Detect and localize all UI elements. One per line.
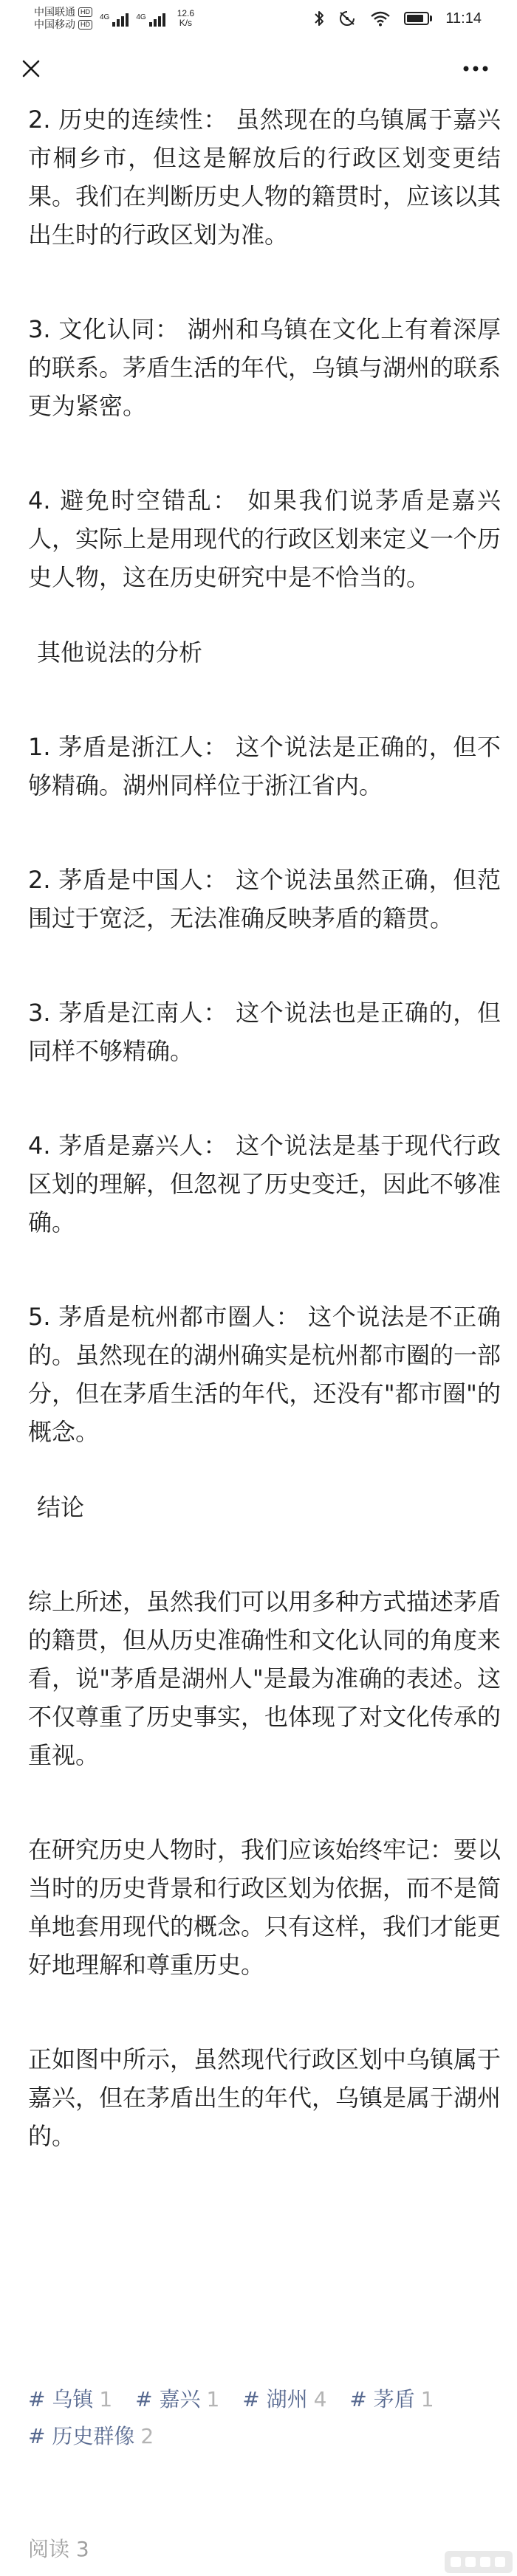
signal-bar	[117, 19, 120, 27]
wifi-icon	[370, 10, 391, 27]
tag-jiaxing[interactable]: # 嘉兴 1	[135, 2387, 220, 2411]
signal-bar	[112, 22, 115, 27]
paragraph-cultural-identity: 3. 文化认同： 湖州和乌镇在文化上有着深厚的联系。茅盾生活的年代，乌镇与湖州的联系更为紧密。	[28, 315, 501, 420]
signal-bar	[154, 19, 157, 27]
paragraph-continuity: 2. 历史的连续性： 虽然现在的乌镇属于嘉兴市桐乡市，但这是解放后的行政区划变更结果。我们在判断历史人物的籍贯时，应该以其出生时的行政区划为准。	[28, 106, 501, 249]
paragraph-jiaxing: 4. 茅盾是嘉兴人： 这个说法是基于现代行政区划的理解，但忽视了历史变迁，因此不够准确。	[28, 1132, 501, 1236]
signal-bar	[126, 13, 129, 27]
tag-maodun[interactable]: # 茅盾 1	[349, 2387, 434, 2411]
signal-bar	[158, 16, 161, 27]
more-icon	[462, 65, 489, 72]
tag-wuzhen[interactable]: # 乌镇 1	[28, 2387, 113, 2411]
signal-bar	[121, 16, 124, 27]
carrier-1: 中国联通	[34, 6, 75, 18]
close-button[interactable]	[16, 54, 46, 83]
status-bar	[0, 0, 517, 37]
battery-icon	[404, 12, 432, 25]
paragraph-hangzhou: 5. 茅盾是杭州都市圈人： 这个说法是不正确的。虽然现在的湖州确实是杭州都市圈的一部分，但在茅盾生活的年代，还没有"都市圈"的概念。	[28, 1303, 501, 1446]
paragraph-zhejiang: 1. 茅盾是浙江人： 这个说法是正确的，但不够精确。湖州同样位于浙江省内。	[28, 733, 501, 799]
paragraph-jiangnan: 3. 茅盾是江南人： 这个说法也是正确的，但同样不够精确。	[28, 999, 501, 1065]
clock: 11:14	[445, 10, 482, 27]
carrier-2: 中国移动	[34, 18, 75, 30]
silent-icon	[338, 10, 357, 27]
paragraph-china: 2. 茅盾是中国人： 这个说法虽然正确，但范围过于宽泛，无法准确反映茅盾的籍贯。	[28, 866, 501, 932]
carrier-info	[34, 6, 92, 31]
paragraph-avoid-anachronism: 4. 避免时空错乱： 如果我们说茅盾是嘉兴人，实际上是用现代的行政区划来定义一个历史人物，这在历史研究中是不恰当的。	[28, 486, 501, 591]
battery-level	[407, 15, 423, 22]
close-icon	[21, 59, 41, 78]
signal-2	[136, 13, 165, 27]
tag-history-figures[interactable]: # 历史群像 2	[28, 2424, 154, 2448]
article-body	[28, 100, 501, 2211]
network-1: 4G	[100, 13, 110, 21]
more-button[interactable]	[458, 54, 493, 83]
section-heading-other-views: 其他说法的分析	[37, 638, 203, 667]
paragraph-research-advice: 在研究历史人物时，我们应该始终牢记：要以当时的历史背景和行政区划为依据，而不是简单地套用现代的概念。只有这样，我们才能更好地理解和尊重历史。	[28, 1836, 501, 1979]
signal-1	[100, 13, 129, 27]
hd-badge: HD	[78, 7, 92, 17]
bluetooth-icon	[314, 10, 324, 27]
read-count: 阅读 3	[28, 2537, 89, 2561]
signal-bar	[162, 13, 165, 27]
section-heading-conclusion: 结论	[37, 1493, 85, 1521]
status-right	[314, 10, 517, 27]
paragraph-figure-note: 正如图中所示，虽然现代行政区划中乌镇属于嘉兴，但在茅盾出生的年代，乌镇是属于湖州的。	[28, 2045, 501, 2150]
signal-bar	[149, 22, 152, 27]
signal-indicators	[100, 10, 171, 27]
status-left	[0, 6, 194, 31]
network-2: 4G	[136, 13, 146, 21]
watermark-logo	[443, 2548, 514, 2576]
tag-huzhou[interactable]: # 湖州 4	[242, 2387, 327, 2411]
network-speed: 12.6 K/s	[177, 8, 195, 28]
paragraph-summary: 综上所述，虽然我们可以用多种方式描述茅盾的籍贯，但从历史准确性和文化认同的角度来看，说"茅盾是湖州人"是最为准确的表述。这不仅尊重了历史事实，也体现了对文化传承的重视。	[28, 1588, 501, 1769]
nav-bar	[0, 37, 517, 100]
hd-badge: HD	[78, 20, 92, 30]
topic-tags	[28, 2381, 501, 2455]
